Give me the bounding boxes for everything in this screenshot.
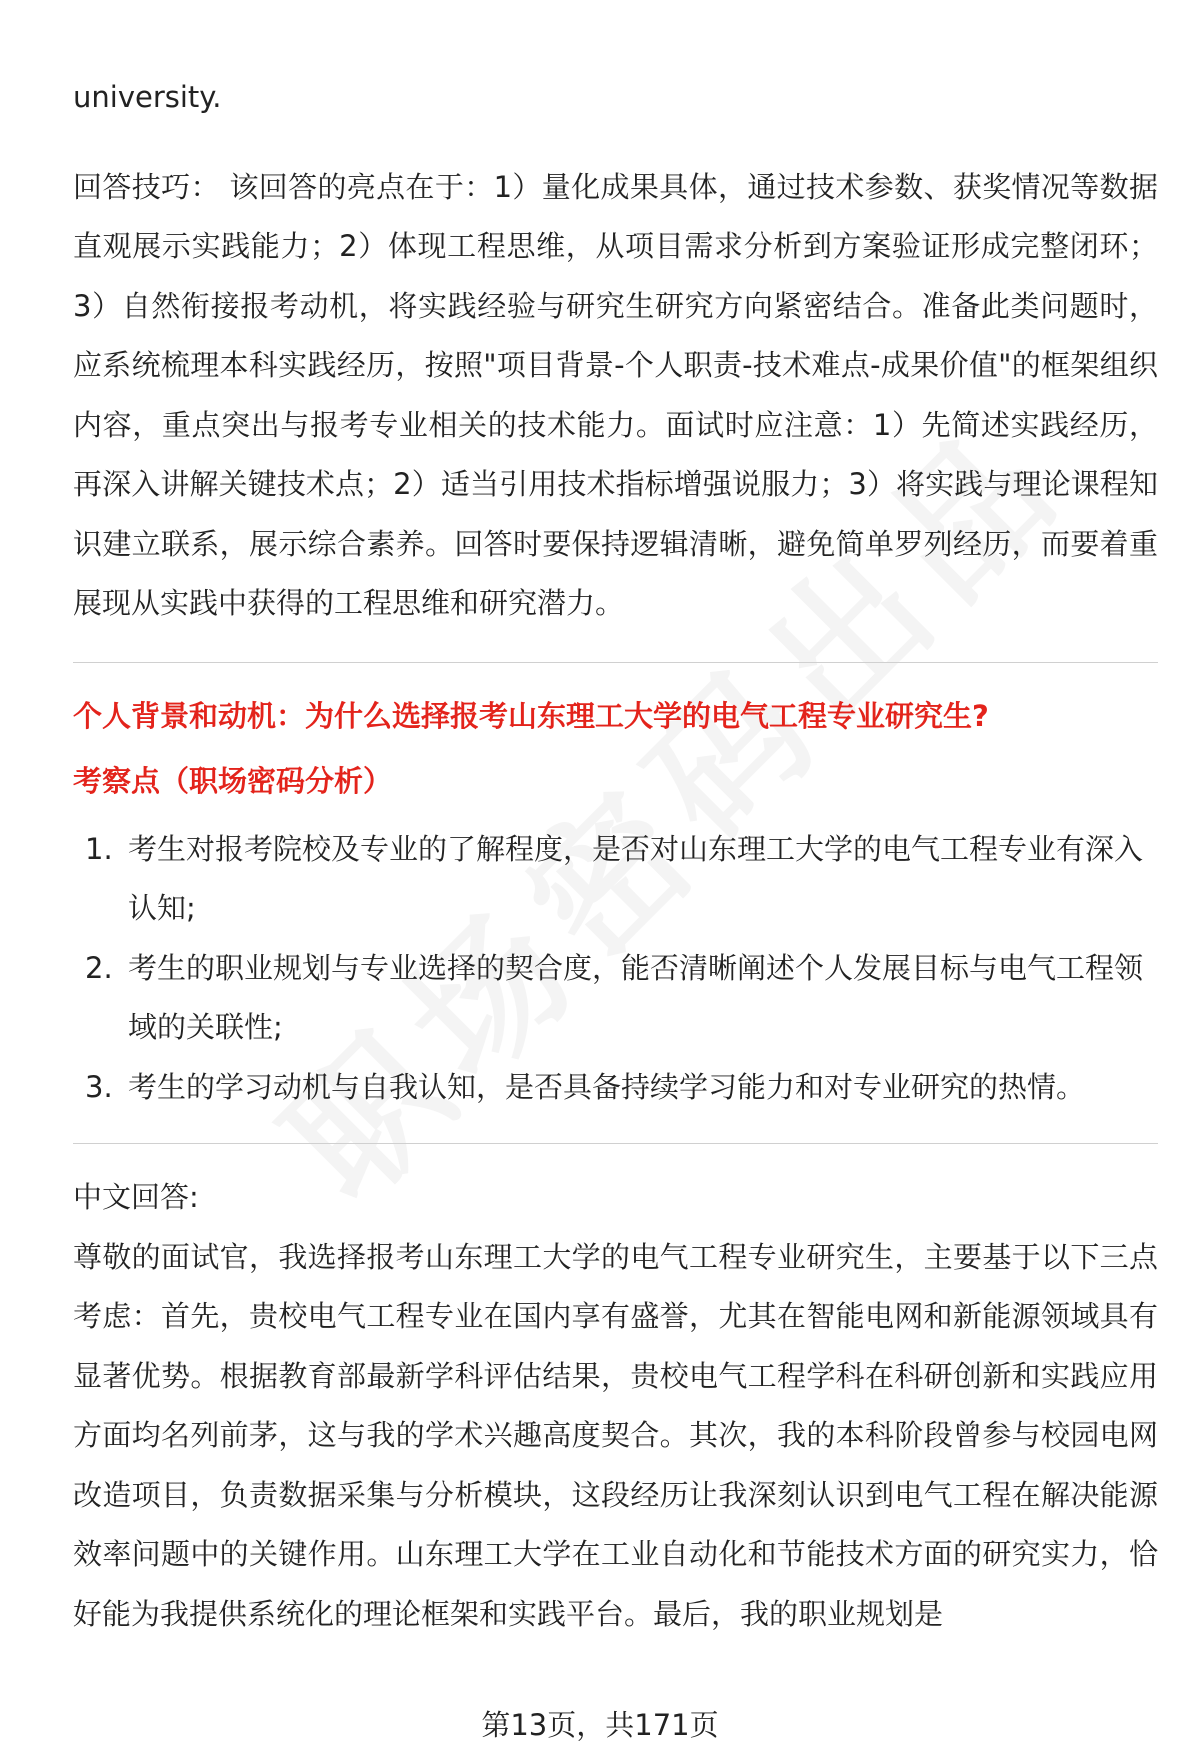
- list-item-number: 1.: [85, 831, 113, 866]
- assessment-title: 考察点（职场密码分析）: [73, 763, 393, 798]
- list-item-text: 考生对报考院校及专业的了解程度，是否对山东理工大学的电气工程专业有深入认知;: [128, 831, 1144, 925]
- top-line: university.: [73, 80, 222, 114]
- question-title: 个人背景和动机：为什么选择报考山东理工大学的电气工程专业研究生?: [73, 698, 989, 733]
- page-content: [73, 68, 1158, 1644]
- assessment-list: [73, 820, 1158, 1118]
- list-item: [73, 820, 1158, 939]
- divider-top: [73, 662, 1158, 663]
- list-item-number: 2.: [85, 950, 113, 985]
- list-item-text: 考生的职业规划与专业选择的契合度，能否清晰阐述个人发展目标与电气工程领域的关联性;: [128, 950, 1144, 1044]
- page-footer: 第13页，共171页: [481, 1708, 719, 1742]
- list-item-text: 考生的学习动机与自我认知，是否具备持续学习能力和对专业研究的热情。: [128, 1069, 1086, 1104]
- answer-label: 中文回答:: [73, 1180, 199, 1214]
- divider-middle: [73, 1143, 1158, 1144]
- list-item-number: 3.: [85, 1069, 113, 1104]
- list-item: [73, 939, 1158, 1058]
- tips-paragraph: 回答技巧： 该回答的亮点在于：1）量化成果具体，通过技术参数、获奖情况等数据直观展示实践能力；2）体现工程思维，从项目需求分析到方案验证形成完整闭环；3）自然衔接报考动机，将实践经验与研究生研究方向紧密结合。准备此类问题时，应系统梳理本科实践经历，按照"项目背景-个人职责-技术难点-成果价值"的框架组织内容，重点突出与报考专业相关的技术能力。面试时应注意：1）先简述实践经历，再深入讲解关键技术点；2）适当引用技术指标增强说服力；3）将实践与理论课程知识建立联系，展示综合素养。回答时要保持逻辑清晰，避免简单罗列经历，而要着重展现从实践中获得的工程思维和研究潜力。: [73, 169, 1158, 620]
- answer-paragraph: 尊敬的面试官，我选择报考山东理工大学的电气工程专业研究生，主要基于以下三点考虑：首先，贵校电气工程专业在国内享有盛誉，尤其在智能电网和新能源领域具有显著优势。根据教育部最新学科评估结果，贵校电气工程学科在科研创新和实践应用方面均名列前茅，这与我的学术兴趣高度契合。其次，我的本科阶段曾参与校园电网改造项目，负责数据采集与分析模块，这段经历让我深刻认识到电气工程在解决能源效率问题中的关键作用。山东理工大学在工业自动化和节能技术方面的研究实力，恰好能为我提供系统化的理论框架和实践平台。最后，我的职业规划是: [73, 1239, 1158, 1631]
- list-item: [73, 1058, 1158, 1118]
